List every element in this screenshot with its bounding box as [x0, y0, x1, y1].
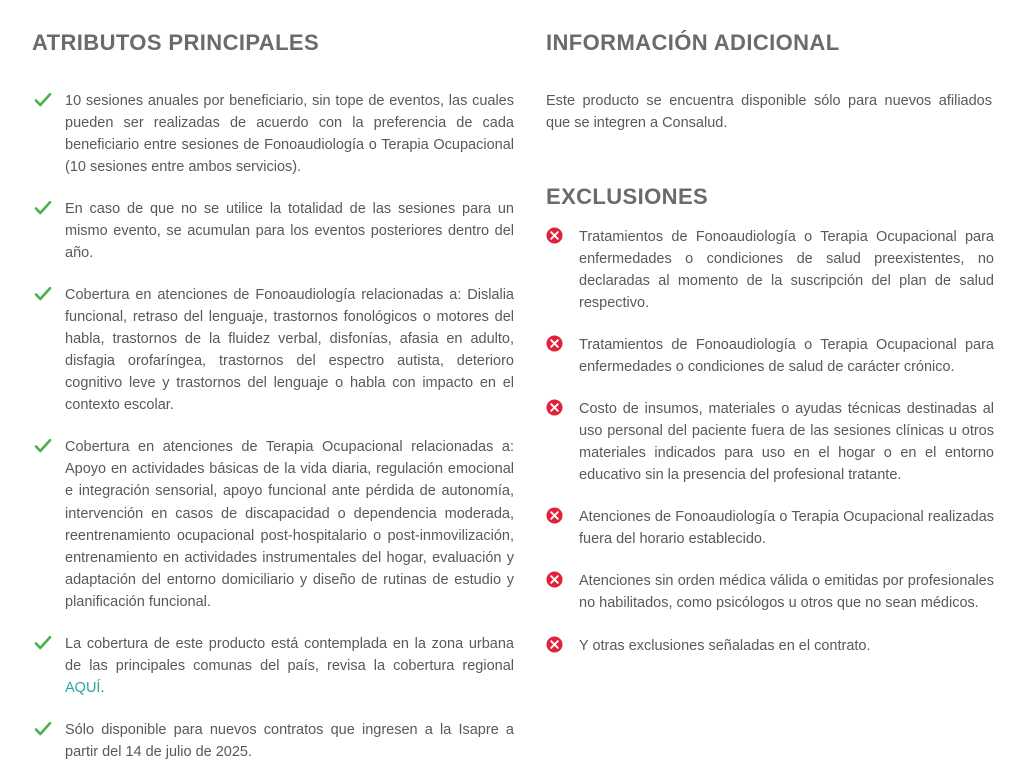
x-circle-icon	[546, 399, 563, 416]
list-item-text: En caso de que no se utilice la totalidad de las sesiones para un mismo evento, se acumulan para los eventos posteriores dentro del año.	[65, 201, 514, 262]
list-item-text: Costo de insumos, materiales o ayudas técnicas destinadas al uso personal del paciente fuera de las sesiones clínicas u otros materiales indicados para uso en el hogar o en el entorno educativo sin la presencia del profesional tratante.	[579, 401, 994, 484]
additional-info-text: Este producto se encuentra disponible sólo para nuevos afiliados que se integren a Consalud.	[546, 93, 992, 132]
list-item	[32, 719, 514, 763]
list-item-text: Sólo disponible para nuevos contratos que ingresen a la Isapre a partir del 14 de julio de 2025.	[65, 721, 514, 760]
check-icon	[34, 91, 52, 109]
check-icon	[34, 437, 52, 455]
regional-coverage-link[interactable]: AQUÍ	[65, 679, 101, 696]
x-circle-icon	[546, 636, 563, 653]
main-attributes-column	[32, 30, 524, 763]
coverage-text-after: .	[100, 679, 105, 696]
list-item	[546, 506, 994, 550]
list-item	[546, 570, 994, 614]
exclusions-list	[546, 226, 994, 656]
check-icon	[34, 199, 52, 217]
check-icon	[34, 285, 52, 303]
x-circle-icon	[546, 227, 563, 244]
list-item	[32, 198, 514, 264]
x-circle-icon	[546, 335, 563, 352]
exclusions-title: EXCLUSIONES	[546, 184, 709, 210]
check-icon	[34, 720, 52, 738]
list-item	[546, 334, 994, 378]
coverage-text-before: La cobertura de este producto está contemplada en la zona urbana de las principales comunas del país, revisa la cobertura regional	[65, 635, 514, 674]
check-icon	[34, 634, 52, 652]
list-item-text: Atenciones sin orden médica válida o emitidas por profesionales no habilitados, como psicólogos u otros que no sean médicos.	[579, 573, 994, 612]
page-title: ATRIBUTOS PRINCIPALES	[32, 30, 320, 55]
list-item	[32, 436, 514, 612]
x-circle-icon	[546, 571, 563, 588]
list-item	[546, 635, 994, 657]
list-item-text: Cobertura en atenciones de Terapia Ocupacional relacionadas a: Apoyo en actividades básicas de la vida diaria, regulación emocional e integración sensorial, apoyo funcional ante pérdida de autonomía, intervención en casos de discapacidad o dependencia moderada, reentrenamiento ocupacional post-hospitalario o post-inmovilización, entrenamiento en actividades instrumentales del hogar, evaluación y adaptación del entorno domiciliario y diseño de rutinas de estudio y planificación funcional.	[65, 439, 514, 610]
list-item	[546, 398, 994, 486]
additional-info-title: INFORMACIÓN ADICIONAL	[546, 30, 840, 55]
list-item-text: Atenciones de Fonoaudiología o Terapia Ocupacional realizadas fuera del horario establecido.	[579, 509, 994, 548]
list-item	[32, 284, 514, 416]
list-item-text: Cobertura en atenciones de Fonoaudiología relacionadas a: Dislalia funcional, retraso del lenguaje, trastornos fonológicos o motores del habla, trastornos de la fluidez verbal, disfonías, afasia en adulto, disfagia orofaríngea, trastornos del espectro autista, deterioro cognitivo leve y trastornos del lenguaje o habla con impacto en el contexto escolar.	[65, 287, 514, 414]
additional-info-column	[524, 30, 994, 763]
attributes-list	[32, 90, 514, 763]
list-item-text: Tratamientos de Fonoaudiología o Terapia Ocupacional para enfermedades o condiciones de salud preexistentes, no declaradas al momento de la suscripción del plan de salud respectivo.	[579, 229, 994, 312]
list-item	[546, 226, 994, 314]
list-item-coverage	[32, 633, 514, 699]
list-item-text: Tratamientos de Fonoaudiología o Terapia Ocupacional para enfermedades o condiciones de salud de carácter crónico.	[579, 337, 994, 376]
list-item-text: 10 sesiones anuales por beneficiario, sin tope de eventos, las cuales pueden ser realizadas de acuerdo con la preferencia de cada beneficiario entre sesiones de Fonoaudiología o Terapia Ocupacional (10 sesiones entre ambos servicios).	[65, 93, 514, 176]
x-circle-icon	[546, 507, 563, 524]
list-item	[32, 90, 514, 178]
list-item-text: Y otras exclusiones señaladas en el contrato.	[579, 637, 871, 654]
